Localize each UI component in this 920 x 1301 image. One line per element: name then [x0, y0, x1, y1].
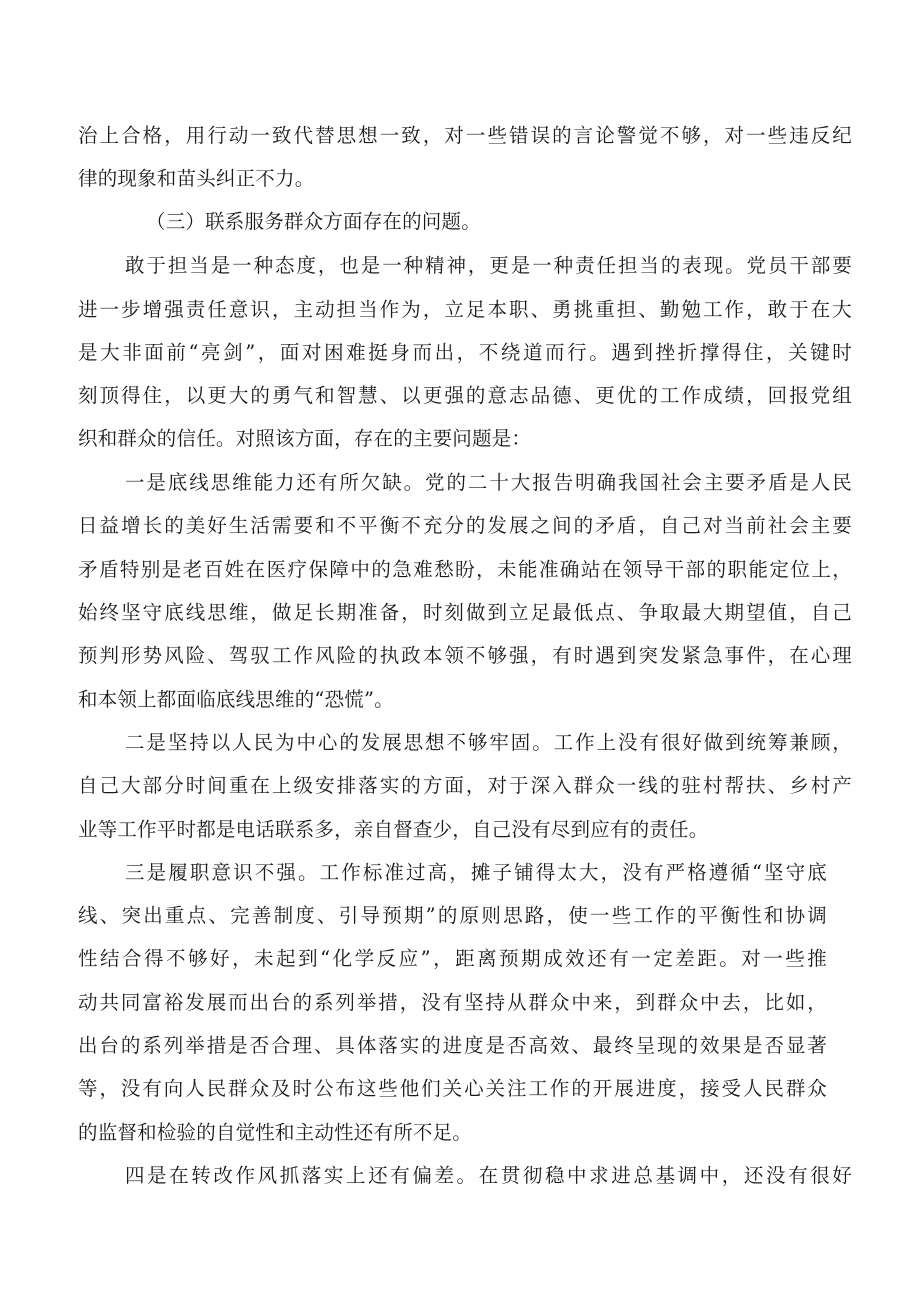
- section-heading: （三）联系服务群众方面存在的问题。: [146, 210, 481, 233]
- text-line: 治上合格，用行动一致代替思想一致，对一些错误的言论警觉不够，对一些违反纪: [78, 124, 852, 147]
- text-line: 自己大部分时间重在上级安排落实的方面，对于深入群众一线的驻村帮扶、乡村产: [78, 774, 852, 797]
- text-line: 进一步增强责任意识，主动担当作为，立足本职、勇挑重担、勤勉工作，敢于在大: [78, 298, 852, 321]
- text-line: 的监督和检验的自觉性和主动性还有所不足。: [78, 1121, 473, 1144]
- text-line: 始终坚守底线思维，做足长期准备，时刻做到立足最低点、争取最大期望值，自己: [78, 601, 852, 624]
- text-line: 动共同富裕发展而出台的系列举措，没有坚持从群众中来，到群众中去，比如，: [78, 991, 827, 1014]
- text-line: 和本领上都面临底线思维的“恐慌”。: [78, 688, 394, 711]
- text-line: 矛盾特别是老百姓在医疗保障中的急难愁盼，未能准确站在领导干部的职能定位上，: [78, 558, 852, 581]
- text-line: 性结合得不够好，未起到“化学反应”，距离预期成效还有一定差距。对一些推: [78, 947, 827, 970]
- text-line: 一是底线思维能力还有所欠缺。党的二十大报告明确我国社会主要矛盾是人民: [125, 471, 852, 494]
- text-line: 刻顶得住，以更大的勇气和智慧、以更强的意志品德、更优的工作成绩，回报党组: [78, 384, 852, 407]
- text-line: 是大非面前“亮剑”，面对困难挺身而出，不绕道而行。遇到挫折撑得住，关键时: [78, 341, 852, 364]
- text-line: 等，没有向人民群众及时公布这些他们关心关注工作的开展进度，接受人民群众: [78, 1077, 827, 1100]
- text-line: 二是坚持以人民为中心的发展思想不够牢固。工作上没有很好做到统筹兼顾，: [125, 731, 852, 754]
- text-line: 三是履职意识不强。工作标准过高，摊子铺得太大，没有严格遵循“坚守底: [125, 861, 827, 884]
- text-line: 预判形势风险、驾驭工作风险的执政本领不够强，有时遇到突发紧急事件，在心理: [78, 644, 852, 667]
- text-line: 织和群众的信任。对照该方面，存在的主要问题是：: [78, 427, 532, 450]
- text-line: 律的现象和苗头纠正不力。: [78, 167, 315, 190]
- text-line: 日益增长的美好生活需要和不平衡不充分的发展之间的矛盾，自己对当前社会主要: [78, 514, 852, 537]
- text-line: 线、突出重点、完善制度、引导预期”的原则思路，使一些工作的平衡性和协调: [78, 904, 827, 927]
- text-line: 出台的系列举措是否合理、具体落实的进度是否高效、最终呈现的效果是否显著: [78, 1034, 827, 1057]
- text-line: 四是在转改作风抓落实上还有偏差。在贯彻稳中求进总基调中，还没有很好: [125, 1164, 852, 1187]
- text-line: 业等工作平时都是电话联系多，亲自督查少，自己没有尽到应有的责任。: [78, 818, 709, 841]
- text-line: 敢于担当是一种态度，也是一种精神，更是一种责任担当的表现。党员干部要: [125, 254, 852, 277]
